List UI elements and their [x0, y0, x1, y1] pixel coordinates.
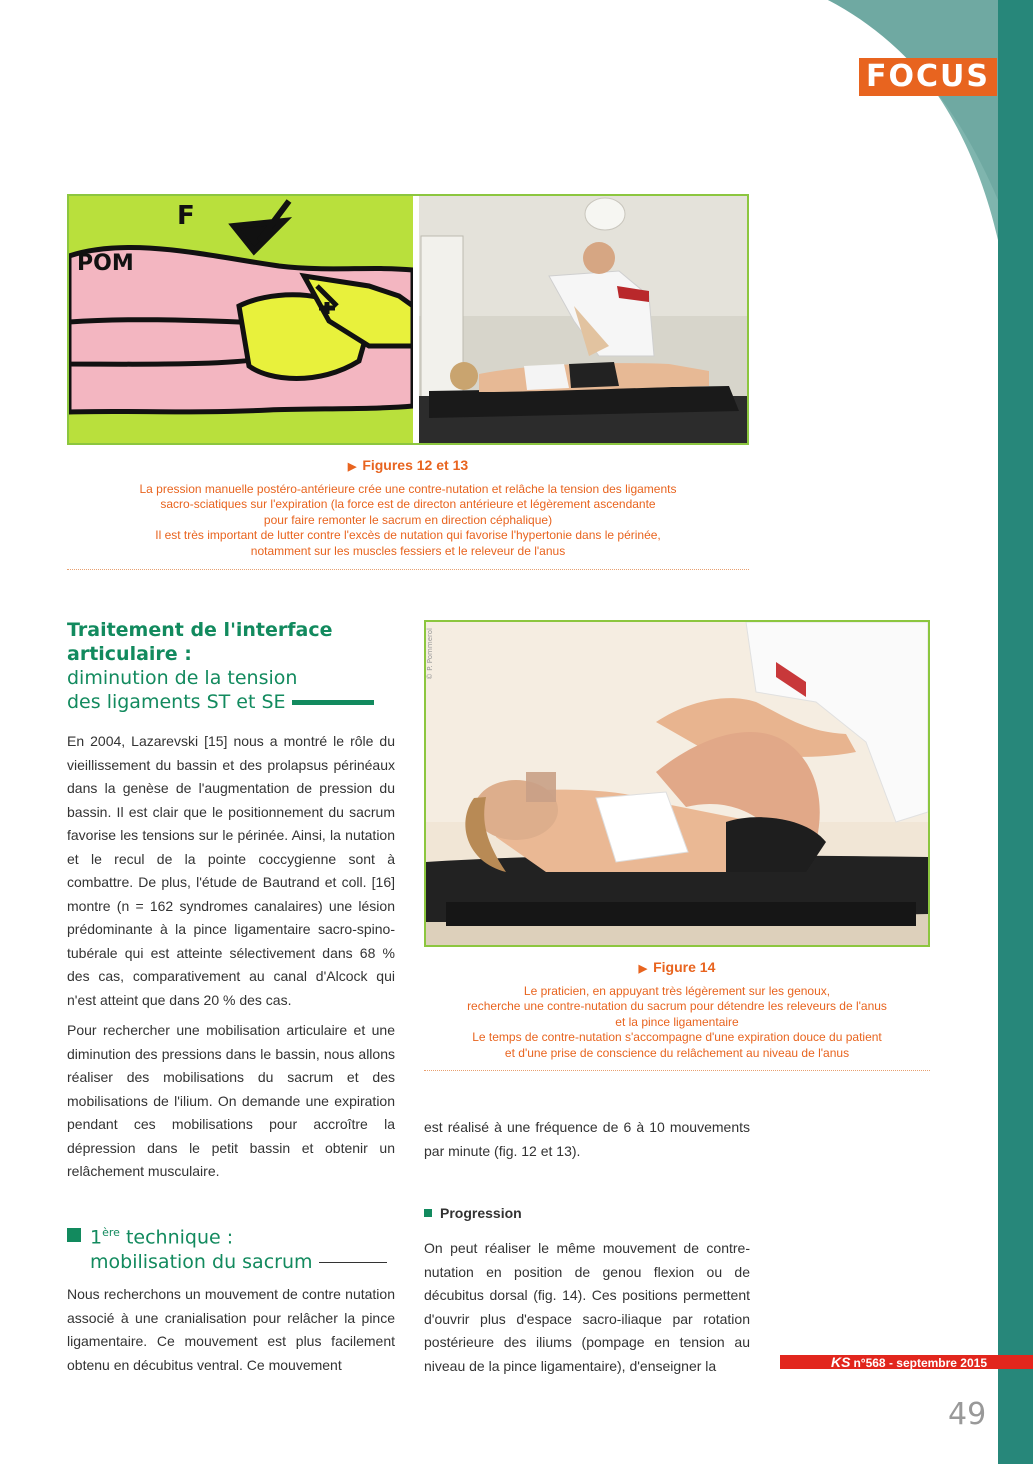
section-tab: FOCUS [859, 58, 997, 96]
photo-credit: © P. Pommerol [426, 628, 434, 680]
caption-line: La pression manuelle postéro-antérieure crée une contre-nutation et relâche la tension des ligaments [139, 481, 677, 496]
figure-12-13-caption [67, 458, 749, 559]
drawing-letter: F [177, 201, 195, 231]
body-paragraph: En 2004, Lazarevski [15] nous a montré le rôle du vieillissement du bassin et des prolapsus périnéaux dans la genèse de l'augmentation de pression du bassin. Il est clair que le positionnement du sacrum favorise les tensions sur le périnée. Ainsi, la nutation et le recul de la pointe coccygienne sont à combattre. De plus, l'étude de Bautrand et coll. [16] montre (n = 162 syndromes canalaires) une lésion prédominante à la pince ligamentaire sacro-spino-tubérale qui est atteinte sélectivement dans 68 % des cas, comparativement au canal d'Alcock qui n'est atteint que dans 20 % des cas. [67, 733, 395, 1008]
caption-line: Il est très important de lutter contre l'excès de nutation qui favorise l'hypertonie dans le périnée, [155, 528, 661, 542]
body-paragraph: est réalisé à une fréquence de 6 à 10 mouvements par minute (fig. 12 et 13). [424, 1119, 750, 1159]
section-heading: Traitement de l'interface articulaire : diminution de la tension des ligaments ST et SE [67, 618, 397, 714]
caption-line: notamment sur les muscles fessiers et le releveur de l'anus [250, 543, 566, 558]
play-triangle-icon: ▶ [638, 963, 648, 975]
technique-heading: 1ère technique : mobilisation du sacrum [67, 1220, 397, 1275]
progression-heading: Progression [424, 1205, 522, 1221]
heading-rule [292, 700, 374, 705]
caption-line: Le temps de contre-nutation s'accompagne d'une expiration douce du patient [472, 1030, 882, 1044]
page-number: 49 [948, 1397, 987, 1432]
caption-line: pour faire remonter le sacrum en direction céphalique) [263, 512, 553, 527]
square-bullet-icon [67, 1228, 81, 1242]
caption-line: Le praticien, en appuyant très légèrement sur les genoux, [523, 983, 831, 998]
figure-14-caption [424, 960, 930, 1061]
drawing-word: POM [77, 251, 134, 276]
square-bullet-icon [424, 1209, 432, 1217]
dotted-divider [424, 1070, 930, 1071]
dotted-divider [67, 569, 749, 570]
figure-12-13-image [69, 196, 747, 443]
body-paragraph: Pour rechercher une mobilisation articulaire et une diminution des pressions dans le bassin, nous allons réaliser des mobilisations du sacrum et des mobilisations de l'ilium. On demande une expiration pendant ces mobilisations pour accroître la dépression dans le petit bassin et obtenir un relâchement musculaire. [67, 1022, 395, 1179]
figure-14-image [426, 622, 928, 945]
play-triangle-icon: ▶ [347, 461, 357, 473]
caption-line: recherche une contre-nutation du sacrum pour détendre les releveurs de l'anus [467, 999, 887, 1013]
body-paragraph: On peut réaliser le même mouvement de contre-nutation en position de genou flexion ou de décubitus dorsal (fig. 14). Ces positions permettent d'ouvrir plus d'espace sacro-iliaque par rotation postérieure des iliums (pompage en tension au niveau de la pince ligamentaire), d'enseigner la [424, 1240, 750, 1374]
figure-12-13-label: ▶ Figures 12 et 13 [347, 457, 469, 473]
heading-rule [319, 1262, 387, 1263]
figure-14-label: ▶ Figure 14 [638, 959, 716, 975]
body-paragraph: Nous recherchons un mouvement de contre nutation associé à une cranialisation pour relâcher la pince ligamentaire. Ce mouvement est plus facilement obtenu en décubitus ventral. Ce mouvement [67, 1286, 395, 1373]
caption-line: et la pince ligamentaire [615, 1014, 739, 1029]
caption-line: sacro-sciatiques sur l'expiration (la force est de directon antérieure et légèrement ascendante [160, 497, 656, 511]
journal-footer-bar: KS n°568 - septembre 2015 [780, 1355, 1033, 1369]
figure-12-13-frame [67, 194, 749, 445]
figure-14-frame [424, 620, 930, 947]
caption-line: et d'une prise de conscience du relâchement au niveau de l'anus [504, 1045, 850, 1060]
